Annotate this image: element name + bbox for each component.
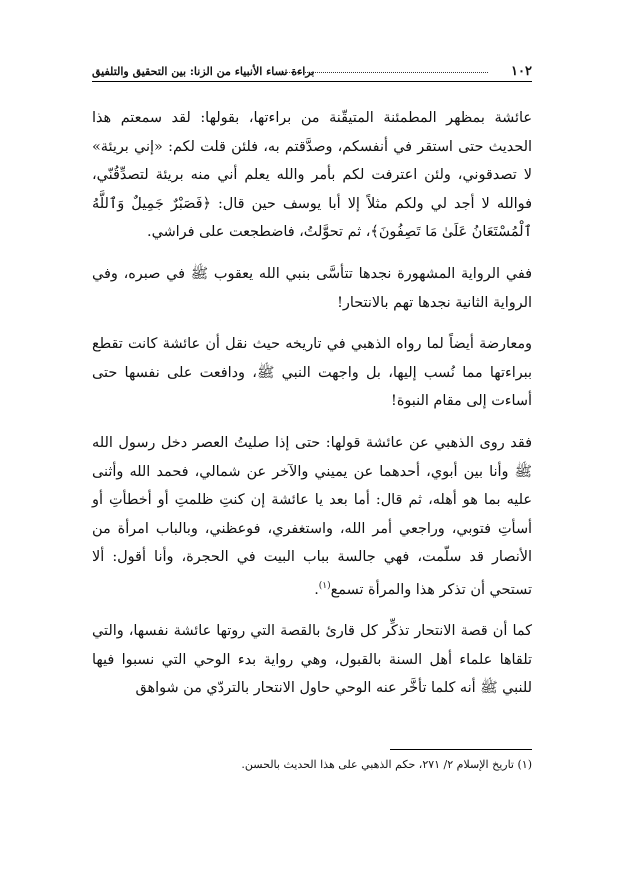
running-header: [92, 58, 532, 82]
paragraph-4-text: فقد روى الذهبي عن عائشة قولها: حتى إذا صليتُ العصر دخل رسول الله ﷺ وأنا بين أبوي، أحدهما عن يميني والآخر عن شمالي، فحمد الله وأثنى عليه بما هو أهله، ثم قال: أما بعد يا عائشة إن كنتِ ظلمتِ أو أخطأتِ أو أسأتِ فتوبي، وراجعي أمر الله، واستغفري، فوعظني، وبالباب امرأة من الأنصار قد سلّمت، فهي جالسة بباب البيت في الحجرة، وأنا أقول: ألا تستحي أن تذكر هذا والمرأة تسمع: [92, 434, 532, 598]
body-text: [92, 104, 532, 716]
paragraph-4-end: .: [314, 581, 319, 598]
header-rule: [92, 81, 532, 82]
paragraph-5: كما أن قصة الانتحار تذكِّر كل قارئ بالقصة التي روتها عائشة نفسها، والتي تلقاها علماء أهل السنة بالقبول، وهي رواية بدء الوحي التي نسبوا فيها للنبي ﷺ أنه كلما تأخَّر عنه الوحي حاول الانتحار بالتردّي من شواهق: [92, 623, 532, 697]
footnote-separator: [390, 749, 532, 750]
paragraph-2: ففي الرواية المشهورة نجدها تتأسَّى بنبي الله يعقوب ﷺ في صبره، وفي الرواية الثانية نجدها تهم بالانتحار!: [92, 265, 532, 311]
paragraph-1: عائشة بمظهر المطمئنة المتيقّنة من براءتها، بقولها: لقد سمعتم هذا الحديث حتى استقر في أنفسكم، وصدَّقتم به، فلئن قلت لكم: «إني بريئة» لا تصدقوني، ولئن اعترفت لكم بأمر والله يعلم أني منه بريئة لتصدِّقُنّي، فوالله لا أجد لي ولكم مثلاً إلا أبا يوسف حين قال: ﴿فَصَبْرٌ جَمِيلٌ وَٱللَّهُ ٱلْمُسْتَعَانُ عَلَىٰ مَا تَصِفُونَ﴾، ثم تحوَّلتُ، فاضطجعت على فراشي.: [92, 110, 532, 241]
footnote: (١) تاريخ الإسلام ٢/ ٢٧١، حكم الذهبي على هذا الحديث بالحسن.: [241, 758, 532, 771]
paragraph-4: [92, 429, 532, 604]
footnote-reference: (١): [318, 580, 331, 591]
page-number: ١٠٢: [511, 64, 532, 79]
paragraph-3: ومعارضة أيضاً لما رواه الذهبي في تاريخه حيث نقل أن عائشة كانت تقطع ببراءتها مما نُسب إليها، بل واجهت النبي ﷺ، ودافعت على نفسها حتى أساءت إلى مقام النبوة!: [92, 336, 532, 410]
running-title: براءة نساء الأنبياء من الزنا: بين التحقيق والتلفيق: [92, 65, 315, 78]
